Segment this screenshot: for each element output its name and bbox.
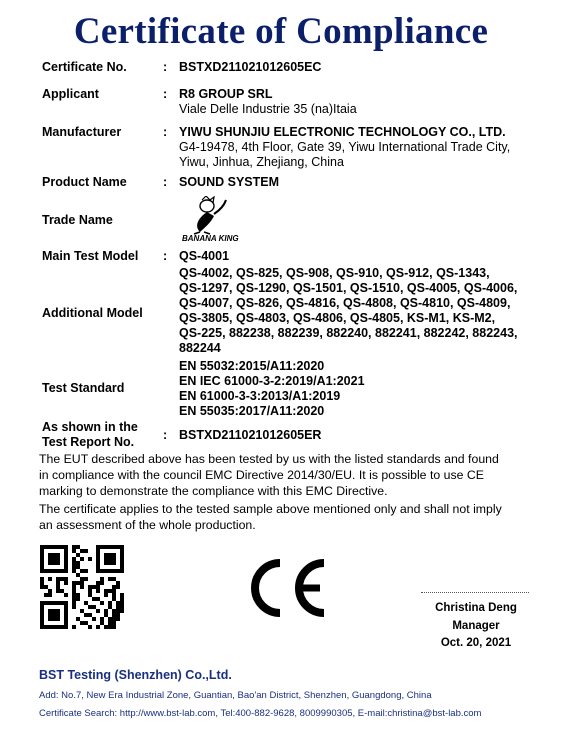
standard-line: EN IEC 61000-3-2:2019/A1:2021: [179, 374, 365, 388]
manufacturer-value: [179, 125, 510, 170]
colon: :: [163, 249, 168, 263]
main-test-model-value: QS-4001: [179, 249, 230, 263]
standard-line: EN 55035:2017/A11:2020: [179, 404, 325, 418]
statement-line: in compliance with the council EMC Directive 2014/30/EU. It is possible to use CE: [39, 468, 484, 482]
statement-line: The EUT described above has been tested by us with the listed standards and found: [39, 452, 499, 466]
trade-name-label: Trade Name: [42, 213, 113, 227]
colon: :: [163, 175, 168, 189]
statement-paragraph-2: [39, 501, 539, 533]
model-line: QS-3805, QS-4803, QS-4806, QS-4805, KS-M1, KS-M2,: [179, 311, 496, 325]
footer-address: Add: No.7, New Era Industrial Zone, Guantian, Bao'an District, Shenzhen, Guangdong, China: [39, 690, 432, 701]
test-report-label-line1: As shown in the: [42, 420, 138, 434]
logo-text: BANANA KING: [182, 234, 239, 242]
additional-model-label: Additional Model: [42, 306, 143, 320]
applicant-value: [179, 87, 357, 117]
statement-line: an assessment of the whole production.: [39, 518, 256, 532]
test-report-label: [42, 420, 138, 450]
statement-line: marking to demonstrate the compliance with this EMC Directive.: [39, 484, 388, 498]
test-standard-list: [179, 359, 365, 419]
signatory-name: Christina Deng: [435, 602, 517, 614]
main-test-model-label: Main Test Model: [42, 249, 139, 263]
certificate-no-value: BSTXD211021012605EC: [179, 60, 322, 74]
manufacturer-address-line2: Yiwu, Jinhua, Zhejiang, China: [179, 155, 344, 169]
ce-mark: [244, 557, 330, 624]
manufacturer-name: YIWU SHUNJIU ELECTRONIC TECHNOLOGY CO., LTD.: [179, 125, 506, 139]
model-line: QS-4007, QS-826, QS-4816, QS-4808, QS-4810, QS-4809,: [179, 296, 511, 310]
certificate-title: Certificate of Compliance: [73, 11, 489, 52]
footer-company: BST Testing (Shenzhen) Co.,Ltd.: [39, 668, 232, 682]
product-name-label: Product Name: [42, 175, 127, 189]
applicant-label: Applicant: [42, 87, 99, 101]
model-line: QS-4002, QS-825, QS-908, QS-910, QS-912, QS-1343,: [179, 266, 490, 280]
applicant-address: Viale Delle Industrie 35 (na)Itaia: [179, 102, 357, 116]
additional-model-list: [179, 266, 518, 356]
manufacturer-address-line1: G4-19478, 4th Floor, Gate 39, Yiwu International Trade City,: [179, 140, 511, 154]
qr-code: [40, 545, 124, 629]
applicant-name: R8 GROUP SRL: [179, 87, 273, 101]
colon: :: [163, 87, 168, 101]
test-report-label-line2: Test Report No.: [42, 435, 135, 449]
colon: :: [163, 125, 168, 139]
footer-contact: Certificate Search: http://www.bst-lab.com, Tel:400-882-9628, 8009990305, E-mail:christina@bst-lab.com: [39, 708, 482, 719]
model-line: 882244: [179, 341, 221, 355]
manufacturer-label: Manufacturer: [42, 125, 122, 139]
banana-king-logo: [180, 196, 242, 247]
model-line: QS-225, 882238, 882239, 882240, 882241, 882242, 882243,: [179, 326, 518, 340]
certificate-no-label: Certificate No.: [42, 60, 127, 74]
signature-line: [421, 592, 529, 593]
product-name-value: SOUND SYSTEM: [179, 175, 280, 189]
colon: :: [163, 428, 168, 442]
model-line: QS-1297, QS-1290, QS-1501, QS-1510, QS-4005, QS-4006,: [179, 281, 518, 295]
signature-date: Oct. 20, 2021: [440, 637, 512, 649]
signatory-title: Manager: [452, 620, 500, 632]
statement-line: The certificate applies to the tested sample above mentioned only and shall not imply: [39, 502, 502, 516]
statement-paragraph-1: [39, 451, 539, 499]
test-report-value: BSTXD211021012605ER: [179, 428, 322, 442]
colon: :: [163, 60, 168, 74]
standard-line: EN 55032:2015/A11:2020: [179, 359, 325, 373]
test-standard-label: Test Standard: [42, 381, 125, 395]
standard-line: EN 61000-3-3:2013/A1:2019: [179, 389, 341, 403]
